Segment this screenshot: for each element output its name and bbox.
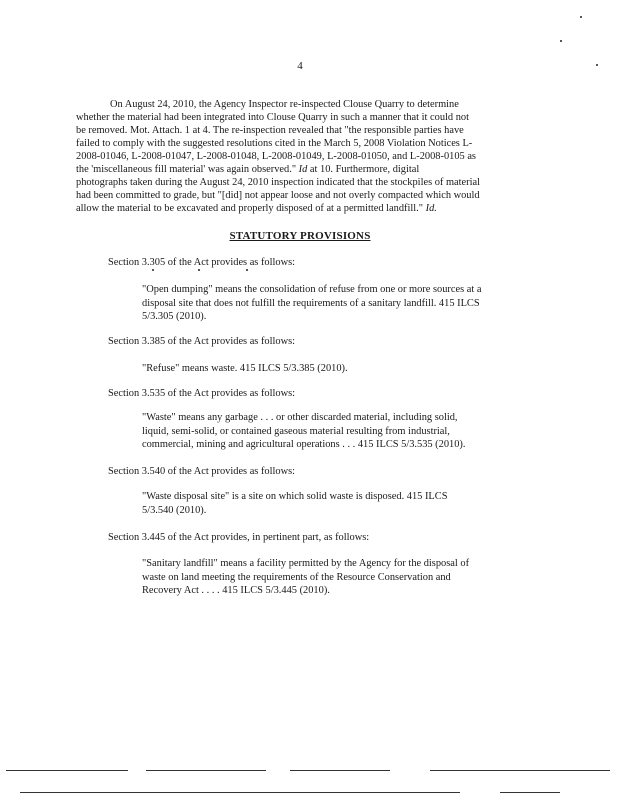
scan-speck xyxy=(246,269,248,271)
quote-line: 5/3.305 (2010). xyxy=(142,311,207,322)
quote-line: "Waste disposal site" is a site on which solid waste is disposed. 415 ILCS xyxy=(142,491,448,502)
citation-id: Id xyxy=(298,164,308,175)
section-intro-3305: Section 3.305 of the Act provides as follows: xyxy=(108,257,296,268)
quote-line: disposal site that does not fulfill the requirements of a sanitary landfill. 415 ILCS xyxy=(142,297,480,309)
quote-sanitary-landfill xyxy=(142,557,530,598)
scan-border-line xyxy=(20,792,460,793)
scan-border-line xyxy=(290,770,390,771)
quote-line: Recovery Act . . . . 415 ILCS 5/3.445 (2010). xyxy=(142,585,330,596)
scan-speck xyxy=(596,64,598,66)
quote-refuse xyxy=(142,362,530,376)
scan-speck xyxy=(580,16,582,18)
intro-line-5: 2008-01046, L-2008-01047, L-2008-01048, L-2008-01049, L-2008-01050, and L-2008-0105 as xyxy=(76,151,476,162)
section-intro-3535: Section 3.535 of the Act provides as follows: xyxy=(108,388,296,399)
quote-line: "Refuse" means waste. 415 ILCS 5/3.385 (2010). xyxy=(142,363,348,374)
section-intro-3445: Section 3.445 of the Act provides, in pertinent part, as follows: xyxy=(108,532,370,543)
intro-line-7: photographs taken during the August 24, 2010 inspection indicated that the stockpiles of material xyxy=(76,177,480,188)
quote-line: waste on land meeting the requirements of the Resource Conservation and xyxy=(142,571,451,583)
section-intro-3385: Section 3.385 of the Act provides as follows: xyxy=(108,336,296,347)
section-heading: STATUTORY PROVISIONS xyxy=(229,230,371,242)
scan-speck xyxy=(198,269,200,271)
intro-line-2: whether the material had been integrated into Clouse Quarry in such a manner that it could not xyxy=(76,112,469,123)
page-number: 4 xyxy=(297,60,303,72)
section-intro-3540: Section 3.540 of the Act provides as follows: xyxy=(108,466,296,477)
quote-line: commercial, mining and agricultural operations . . . 415 ILCS 5/3.535 (2010). xyxy=(142,439,466,450)
quote-line: "Sanitary landfill" means a facility permitted by the Agency for the disposal of xyxy=(142,558,470,569)
intro-line-1: On August 24, 2010, the Agency Inspector re-inspected Clouse Quarry to determine xyxy=(110,99,459,110)
quote-open-dumping xyxy=(142,283,530,324)
scan-speck xyxy=(560,40,562,42)
scan-speck xyxy=(152,269,154,271)
intro-line-3: be removed. Mot. Attach. 1 at 4. The re-inspection revealed that "the responsible parties have xyxy=(76,125,464,136)
intro-line-4: failed to comply with the suggested resolutions cited in the March 5, 2008 Violation Notices L- xyxy=(76,138,473,149)
quote-line: "Waste" means any garbage . . . or other discarded material, including solid, xyxy=(142,412,458,423)
intro-line-6: the 'miscellaneous fill material' was again observed." Id at 10. Furthermore, digital xyxy=(76,164,420,175)
intro-line-9: allow the material to be excavated and properly disposed of at a permitted landfill." Id. xyxy=(76,203,437,214)
quote-line: liquid, semi-solid, or contained gaseous material resulting from industrial, xyxy=(142,425,450,437)
scan-border-line xyxy=(146,770,266,771)
quote-waste xyxy=(142,411,530,452)
quote-waste-disposal-site xyxy=(142,490,530,517)
intro-paragraph xyxy=(76,98,522,215)
citation-id: Id. xyxy=(425,203,437,214)
quote-line: "Open dumping" means the consolidation of refuse from one or more sources at a xyxy=(142,284,482,295)
scan-border-line xyxy=(430,770,610,771)
quote-line: 5/3.540 (2010). xyxy=(142,504,207,516)
scan-border-line xyxy=(6,770,128,771)
intro-line-8: had been committed to grade, but "[did] not appear loose and not overly compacted which would xyxy=(76,190,480,201)
scan-border-line xyxy=(500,792,560,793)
